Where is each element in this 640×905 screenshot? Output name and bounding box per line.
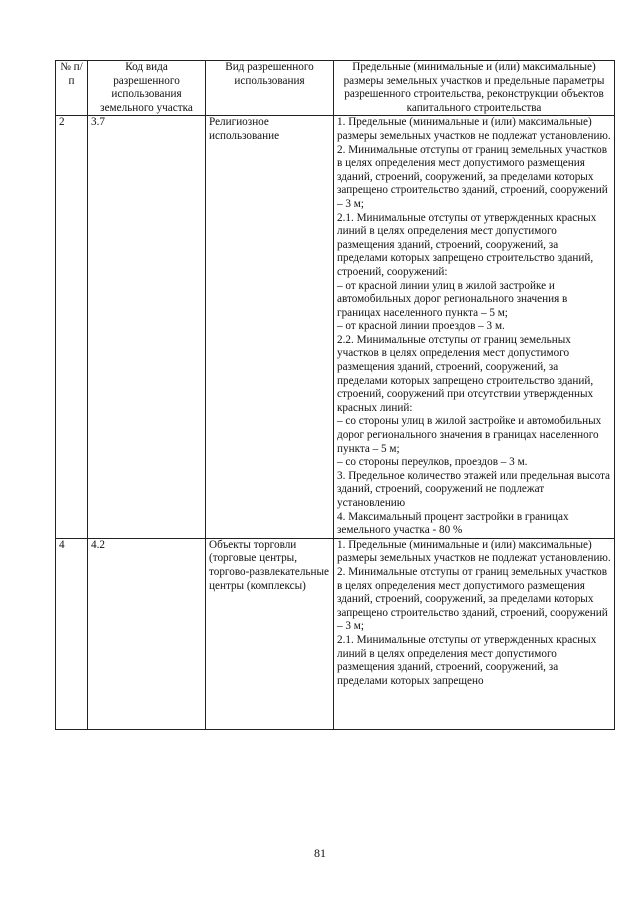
header-number: № п/п [56, 61, 88, 116]
row-parameters [334, 538, 615, 729]
param-paragraph: – со стороны переулков, проездов – 3 м. [337, 456, 528, 469]
row-code: 3.7 [88, 116, 206, 538]
param-paragraph: – от красной линии улиц в жилой застройке и автомобильных дорог регионального значения в границах населенного пункта – 5 м; [337, 279, 568, 319]
row-number: 4 [56, 538, 88, 729]
param-paragraph: 2.1. Минимальные отступы от утвержденных красных линий в целях определения мест допустимого размещения зданий, строений, сооружений, за пределами которых запрещено [337, 633, 597, 687]
param-paragraph: 2. Минимальные отступы от границ земельных участков в целях определения мест допустимого размещения зданий, строений, сооружений, за пределами которых запрещено строительство зданий, строений, сооружений – 3 м; [337, 565, 608, 633]
row-use-type: Религиозное использование [206, 116, 334, 538]
param-paragraph: 2.2. Минимальные отступы от границ земельных участков в целях определения мест допустимого размещения зданий, строений, сооружений, за пределами которых запрещено строительство зданий, строений, сооружений при отсутствии утвержденных красных линий: [337, 333, 594, 414]
header-code: Код вида разрешенного использования земельного участка [88, 61, 206, 116]
header-parameters: Предельные (минимальные и (или) максимальные) размеры земельных участков и предельные параметры разрешенного строительства, реконструкции объектов капитального строительства [334, 61, 615, 116]
param-paragraph: 4. Максимальный процент застройки в границах земельного участка - 80 % [337, 510, 569, 537]
table-header-row [56, 61, 615, 116]
param-paragraph: 2.1. Минимальные отступы от утвержденных красных линий в целях определения мест допустимого размещения зданий, строений, сооружений, за пределами которых запрещено строительство зданий, строений, сооружений: [337, 211, 597, 278]
header-use-type: Вид разрешенного использования [206, 61, 334, 116]
row-code: 4.2 [88, 538, 206, 729]
row-number: 2 [56, 116, 88, 538]
row-use-type: Объекты торговли (торговые центры, торгово-развлекательные центры (комплексы) [206, 538, 334, 729]
page-number: 81 [314, 846, 326, 860]
param-paragraph: – от красной линии проездов – 3 м. [337, 320, 505, 333]
table-row [56, 116, 615, 538]
land-use-table [55, 60, 615, 730]
param-paragraph: 2. Минимальные отступы от границ земельных участков в целях определения мест допустимого размещения зданий, строений, сооружений, за пределами которых запрещено строительство зданий, строений, сооружений – 3 м; [337, 143, 608, 210]
param-paragraph: – со стороны улиц в жилой застройке и автомобильных дорог регионального значения в границах населенного пункта – 5 м; [337, 415, 602, 455]
row-parameters [334, 116, 615, 538]
param-paragraph: 1. Предельные (минимальные и (или) максимальные) размеры земельных участков не подлежат установлению. [337, 116, 611, 142]
table-row [56, 538, 615, 729]
param-paragraph: 1. Предельные (минимальные и (или) максимальные) размеры земельных участков не подлежат установлению. [337, 538, 611, 565]
param-paragraph: 3. Предельное количество этажей или предельная высота зданий, строений, сооружений не подлежат установлению [337, 469, 611, 509]
